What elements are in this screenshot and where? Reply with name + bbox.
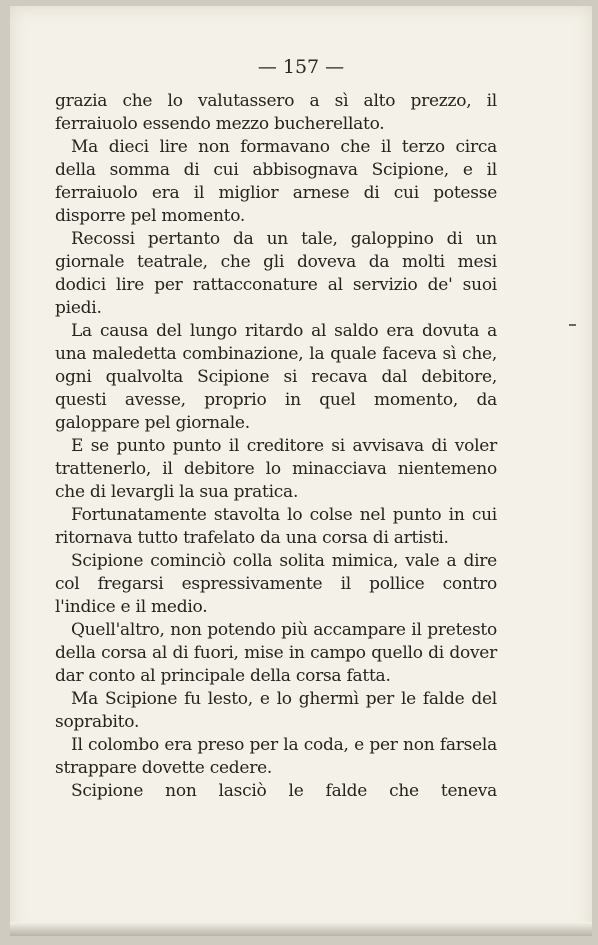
paragraph: Recossi pertanto da un tale, galoppino di un giornale teatrale, che gli doveva da molti mesi dodici lire per rattacconature al servizio de' suoi piedi. [55, 229, 497, 318]
page-bottom-edge [10, 922, 592, 936]
page-number: — 157 — [257, 56, 345, 78]
paragraph: Fortunatamente stavolta lo colse nel punto in cui ritornava tutto trafelato da una corsa di artisti. [55, 505, 497, 548]
paragraph: Ma Scipione fu lesto, e lo ghermì per le falde del soprabito. [55, 689, 497, 732]
paragraph: grazia che lo valutassero a sì alto prezzo, il ferraiuolo essendo mezzo bucherellato. [55, 91, 497, 134]
paragraph: E se punto punto il creditore si avvisava di voler trattenerlo, il debitore lo minacciava nientemeno che di levargli la sua pratica. [55, 436, 497, 502]
paragraph: Scipione cominciò colla solita mimica, vale a dire col fregarsi espressivamente il pollice contro l'indice e il medio. [55, 551, 497, 617]
paragraph: Scipione non lasciò le falde che teneva [71, 781, 497, 801]
paragraph: Ma dieci lire non formavano che il terzo circa della somma di cui abbisognava Scipione, e il ferraiuolo era il miglior arnese di cui potesse disporre pel momento. [55, 137, 497, 226]
paragraph: Il colombo era preso per la coda, e per non farsela strappare dovette cedere. [55, 735, 497, 778]
paragraph: La causa del lungo ritardo al saldo era dovuta a una maledetta combinazione, la quale faceva sì che, ogni qualvolta Scipione si recava dal debitore, questi avesse, proprio in quel momento, da galoppare pel giornale. [55, 321, 497, 433]
margin-mark [569, 324, 576, 326]
book-page [10, 6, 592, 936]
paragraph: Quell'altro, non potendo più accampare il pretesto della corsa al di fuori, mise in campo quello di dover dar conto al principale della corsa fatta. [55, 620, 497, 686]
page-body [55, 90, 497, 803]
